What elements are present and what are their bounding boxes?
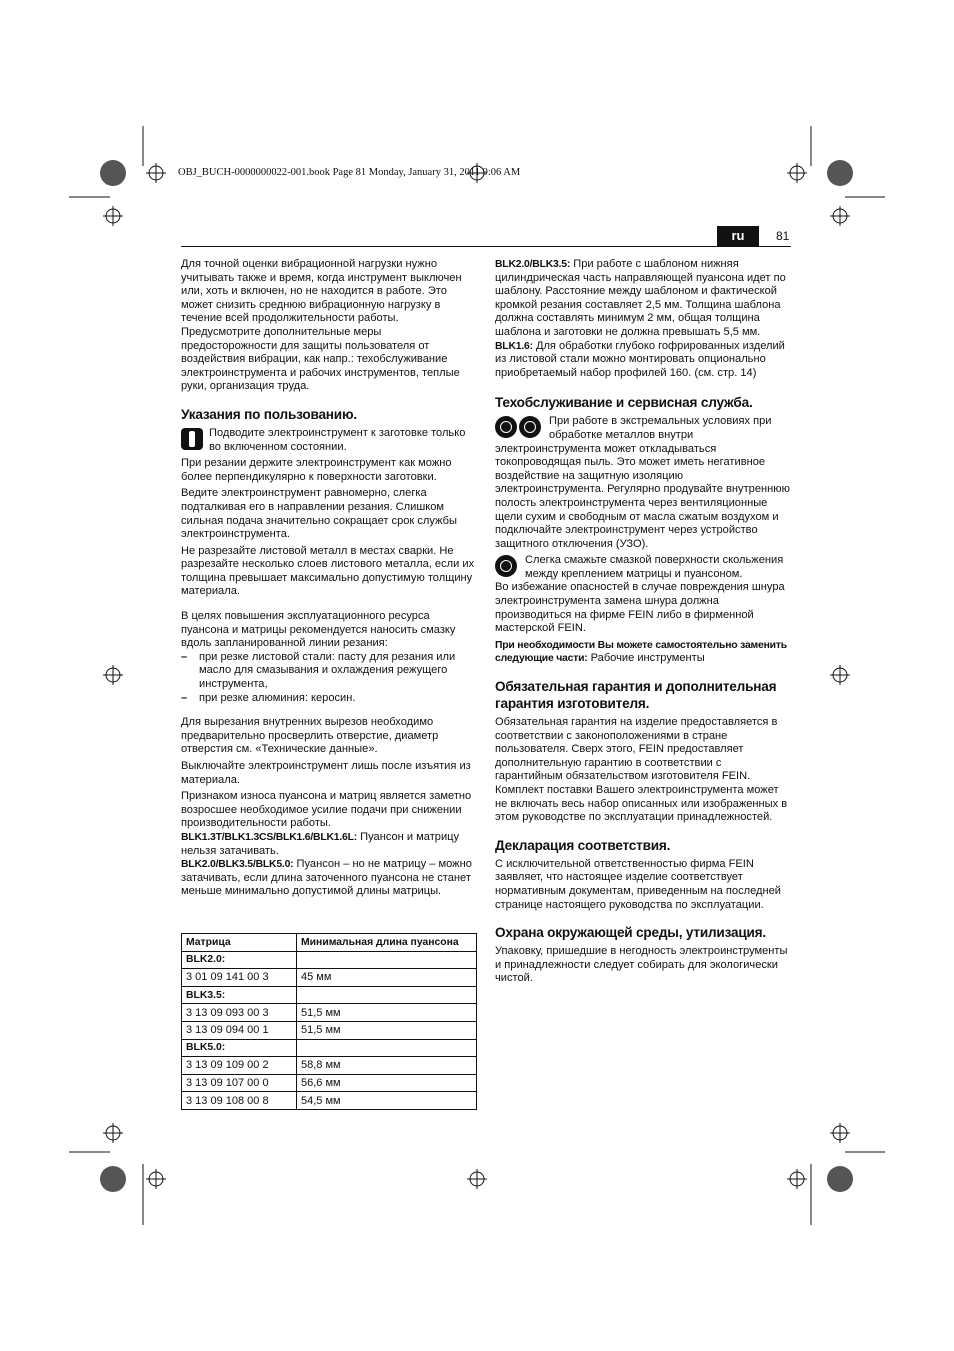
paragraph: Выключайте электроинструмент лишь после изъятия из материала. [181,760,471,786]
section-heading-environment: Охрана окружающей среды, утилизация. [495,925,766,941]
paragraph: Обязательная гарантия на изделие предоставляется в соответствии с законоположениями в стране пользователя. Сверх этого, FEIN предоставляет дополнительную гарантию в соответствии с гарантийным обязательством изготовителя FEIN. [495,716,778,783]
table-row [182,1021,477,1039]
list-item: – при резке алюминия: керосин. [181,691,356,704]
language-badge: ru [717,226,759,246]
table-cell: 56,6 мм [297,1074,477,1092]
usage-note [181,427,477,454]
service-note-2 [495,554,791,581]
paragraph: Для вырезания внутренних вырезов необходимо предварительно просверлить отверстие, диаметр отверстия см. «Технические данные». [181,716,439,756]
table-row [182,1057,477,1075]
table-cell: 54,5 мм [297,1092,477,1110]
paragraph: BLK1.3T/BLK1.3CS/BLK1.6/BLK1.6L: Пуансон и матрицу нельзя затачивать. [181,830,460,857]
table-cell: 45 мм [297,969,477,987]
section-heading-service: Техобслуживание и сервисная служба. [495,395,753,411]
table-cell [297,951,477,969]
table-row [182,986,477,1004]
paragraph: Комплект поставки Вашего электроинструмента может не включать весь набор описанных или изображенных в этом руководстве по эксплуатации принадлежностей. [495,784,788,824]
table-header-row [182,934,477,952]
paragraph: Слегка смажьте смазкой поверхности скольжения между креплением матрицы и пуансоном. [525,554,784,580]
header-rule [181,246,791,247]
section-heading-declaration: Декларация соответствия. [495,837,671,853]
paragraph: С исключительной ответственностью фирма FEIN заявляет, что настоящее изделие соответствует нормативным документам, приведенным на последней странице настоящего руководства по эксплуатации. [495,857,781,911]
table-header: Матрица [182,934,297,952]
file-info: OBJ_BUCH-0000000022-001.book Page 81 Monday, January 31, 2011 9:06 AM [178,167,521,178]
table-row [182,1039,477,1057]
right-column [495,258,791,986]
table-row [182,951,477,969]
paragraph: При работе в экстремальных условиях при обработке металлов внутри электроинструмента может откладываться токопроводящая пыль. Это может иметь негативное воздействие на защитную изоляцию электроинструмента. Регулярно продувайте внутреннюю полость электроинструмента через вентиляционные щели сухим и свободным от масла сжатым воздухом и подключайте электроинструмент через устройство защитного отключения (УЗО). [495,415,790,550]
table-cell: 3 01 09 141 00 3 [182,969,297,987]
eye-protection-icon [495,416,517,438]
paragraph: Ведите электроинструмент равномерно, слегка подталкивая его в направлении резания. Слишком сильная подача значительно сокращает срок службы электроинструмента. [181,487,457,541]
table-cell: 3 13 09 108 00 8 [182,1092,297,1110]
table-cell: 3 13 09 093 00 3 [182,1004,297,1022]
lubricate-icon [495,555,517,577]
paragraph: Не разрезайте листовой металл в местах сварки. Не разрезайте несколько слоев листового металла, если их толщина превышает максимально допустимую толщину материала. [181,544,475,598]
table-cell [297,1039,477,1057]
table-cell [297,986,477,1004]
section-heading-usage: Указания по пользованию. [181,406,357,422]
table-cell: 3 13 09 109 00 2 [182,1057,297,1075]
paragraph: Во избежание опасностей в случае повреждения шнура электроинструмента замена шнура должна производиться на фирме FEIN либо в фирменной мастерской FEIN. [495,581,785,635]
table-header: Минимальная длина пуансона [297,934,477,952]
table-cell: BLK3.5: [182,986,297,1004]
punch-length-table [181,933,477,1110]
paragraph: BLK2.0/BLK3.5: При работе с шаблоном нижняя цилиндрическая часть направляющей пуансона идет по шаблону. Расстояние между шаблоном и фактической кромкой резания составляет 2,5 мм. Толщина шаблона должна составлять минимум 2 мм, общая толщина шаблона и заготовки не должна превышать 5,5 мм. [495,258,786,338]
paragraph: BLK2.0/BLK3.5/BLK5.0: Пуансон – но не матрицу – можно затачивать, если длина заточенного пуансона не станет меньше минимально допустимой длины матрицы. [181,858,472,898]
paragraph: При резании держите электроинструмент как можно более перпендикулярно к поверхности заготовки. [181,457,452,483]
paragraph: Для точной оценки вибрационной нагрузки нужно учитывать также и время, когда инструмент выключен или, хоть и включен, но не находится в работе. Это может снизить среднюю вибрационную нагрузку в течение всей продолжительности работы. [181,258,462,325]
paragraph: Предусмотрите дополнительные меры предосторожности для защиты пользователя от воздействия вибрации, как напр.: техобслуживание электроинструмента и рабочих инструментов, теплые руки, организация труда. [181,325,460,393]
paragraph: В целях повышения эксплуатационного ресурса пуансона и матрицы рекомендуется наносить смазку вдоль запланированной линии резания: [181,610,456,650]
table-row [182,1074,477,1092]
paragraph: Признаком износа пуансона и матриц является заметно возросшее необходимое усилие подачи при снижении производительности работы. [181,790,472,830]
compressed-air-icon [519,416,541,438]
table-cell: 51,5 мм [297,1004,477,1022]
power-on-icon [181,428,203,450]
table-row [182,1004,477,1022]
table-cell: 3 13 09 094 00 1 [182,1021,297,1039]
service-note-1 [495,415,791,551]
table-cell: 3 13 09 107 00 0 [182,1074,297,1092]
left-column [181,258,477,899]
paragraph: BLK1.6: Для обработки глубоко гофрированных изделий из листовой стали можно монтировать опционально приобретаемый набор профилей 160. (см. стр. 14) [495,339,785,379]
table-cell: 58,8 мм [297,1057,477,1075]
paragraph: Упаковку, пришедшие в негодность электроинструменты и принадлежности следует собирать для экологически чистой. [495,945,788,985]
section-heading-warranty: Обязательная гарантия и дополнительная гарантия изготовителя. [495,679,777,712]
table-cell: BLK5.0: [182,1039,297,1057]
list-item: – при резке листовой стали: пасту для резания или масло для смазывания и охлаждения режущего инструмента, [181,650,456,691]
table-row [182,1092,477,1110]
page-number: 81 [776,229,790,243]
table-cell: BLK2.0: [182,951,297,969]
table-row [182,969,477,987]
table-cell: 51,5 мм [297,1021,477,1039]
paragraph: При необходимости Вы можете самостоятельно заменить следующие части: Рабочие инструменты [495,639,787,665]
paragraph: Подводите электроинструмент к заготовке только во включенном состоянии. [209,426,466,453]
